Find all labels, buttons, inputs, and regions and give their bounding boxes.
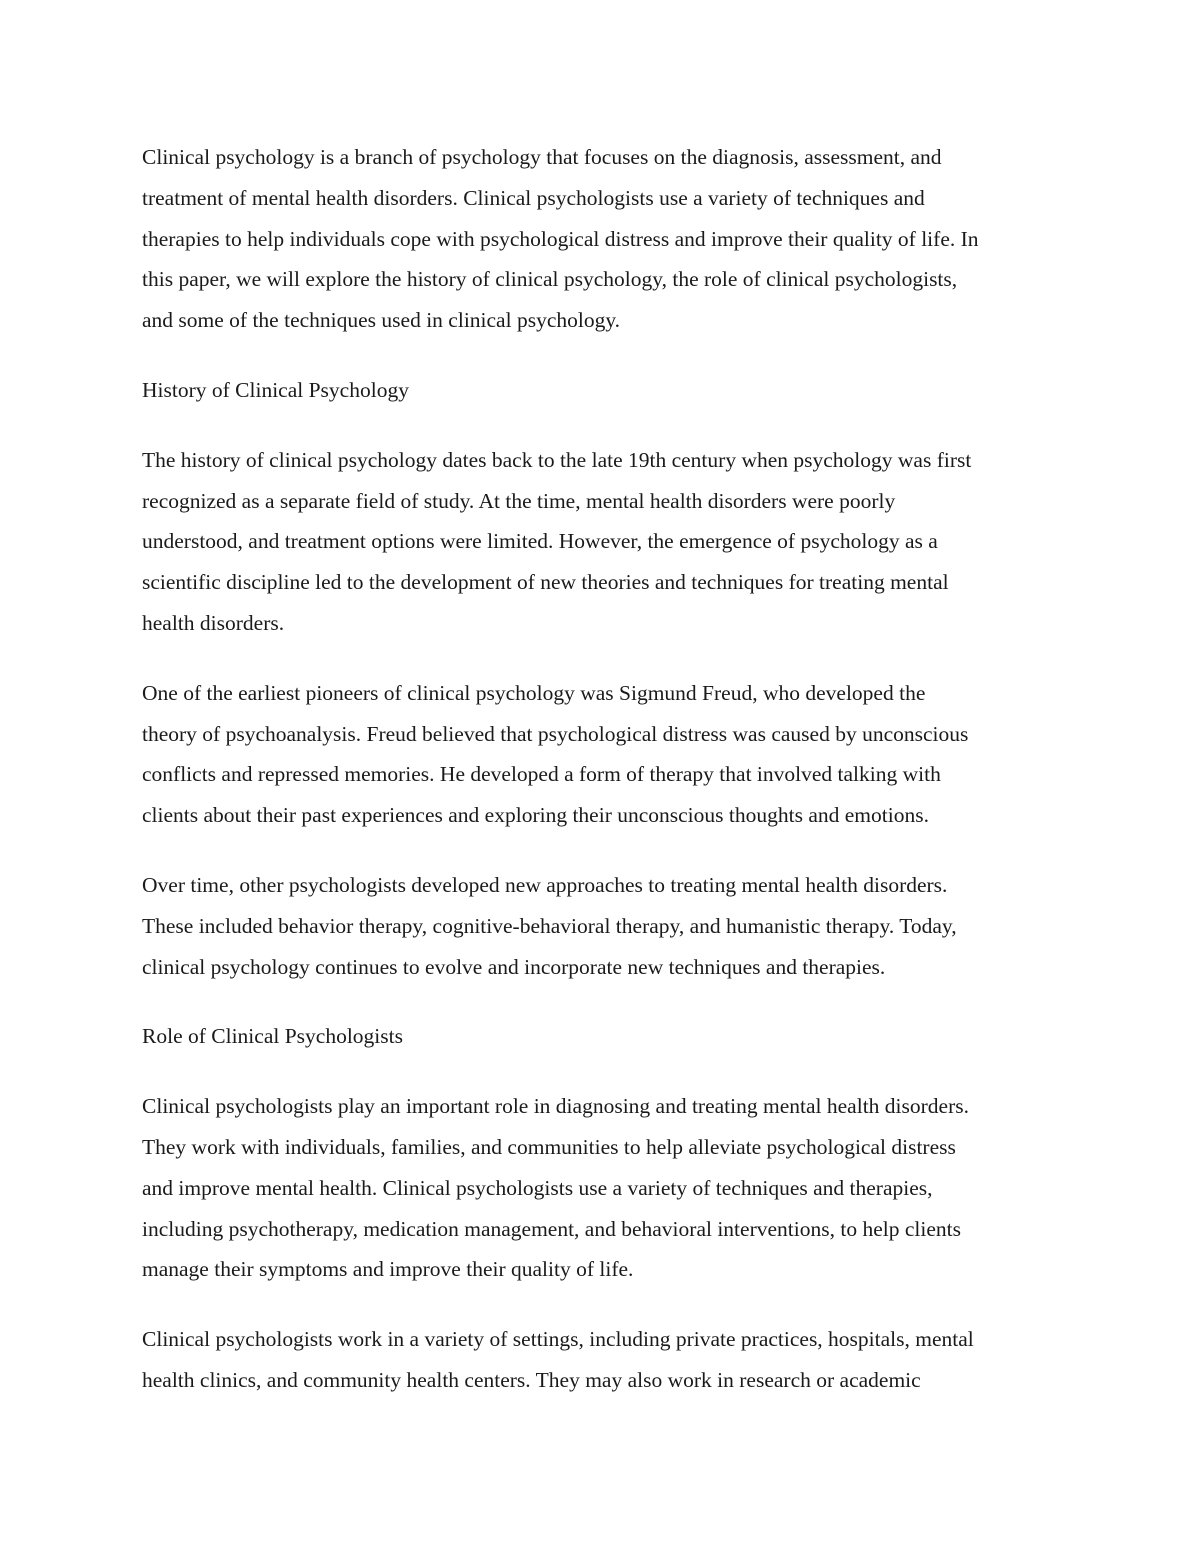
text-line: health disorders. (142, 610, 285, 635)
text-line: scientific discipline led to the development of new theories and techniques for treating mental (142, 570, 949, 595)
section-heading-role (142, 1016, 1062, 1057)
text-line: manage their symptoms and improve their quality of life. (142, 1257, 634, 1282)
text-line: this paper, we will explore the history of clinical psychology, the role of clinical psychologists, (142, 267, 958, 292)
text-line: theory of psychoanalysis. Freud believed that psychological distress was caused by unconscious (142, 721, 969, 746)
text-line: conflicts and repressed memories. He developed a form of therapy that involved talking with (142, 762, 941, 787)
text-line: One of the earliest pioneers of clinical psychology was Sigmund Freud, who developed the (142, 680, 926, 705)
history-paragraph-2 (142, 673, 1062, 836)
document-body (142, 137, 1062, 1430)
text-line: recognized as a separate field of study. At the time, mental health disorders were poorly (142, 488, 896, 513)
text-line: Clinical psychology is a branch of psychology that focuses on the diagnosis, assessment, and (142, 145, 942, 169)
role-paragraph-2 (142, 1319, 1062, 1401)
section-heading-history (142, 370, 1062, 411)
text-line: Over time, other psychologists developed new approaches to treating mental health disorders. (142, 872, 948, 897)
text-line: health clinics, and community health centers. They may also work in research or academic (142, 1367, 921, 1392)
text-line: Clinical psychologists work in a variety of settings, including private practices, hospitals, mental (142, 1327, 974, 1352)
text-line: therapies to help individuals cope with psychological distress and improve their quality of life. In (142, 226, 979, 251)
role-paragraph-1 (142, 1086, 1062, 1290)
heading-text: Role of Clinical Psychologists (142, 1024, 403, 1049)
intro-paragraph (142, 137, 1062, 341)
text-line: understood, and treatment options were limited. However, the emergence of psychology as a (142, 529, 938, 554)
text-line: Clinical psychologists play an important role in diagnosing and treating mental health disorders. (142, 1094, 969, 1119)
text-line: and some of the techniques used in clinical psychology. (142, 308, 621, 333)
text-line: treatment of mental health disorders. Clinical psychologists use a variety of techniques and (142, 185, 925, 210)
text-line: clinical psychology continues to evolve and incorporate new techniques and therapies. (142, 954, 886, 979)
text-line: and improve mental health. Clinical psychologists use a variety of techniques and therapies, (142, 1175, 933, 1200)
heading-text: History of Clinical Psychology (142, 377, 409, 402)
text-line: These included behavior therapy, cognitive-behavioral therapy, and humanistic therapy. Today, (142, 913, 957, 938)
text-line: including psychotherapy, medication management, and behavioral interventions, to help clients (142, 1216, 961, 1241)
text-line: They work with individuals, families, and communities to help alleviate psychological distress (142, 1134, 956, 1159)
text-line: clients about their past experiences and exploring their unconscious thoughts and emotions. (142, 803, 929, 828)
text-line: The history of clinical psychology dates back to the late 19th century when psychology was first (142, 447, 972, 472)
history-paragraph-3 (142, 865, 1062, 987)
history-paragraph-1 (142, 440, 1062, 644)
